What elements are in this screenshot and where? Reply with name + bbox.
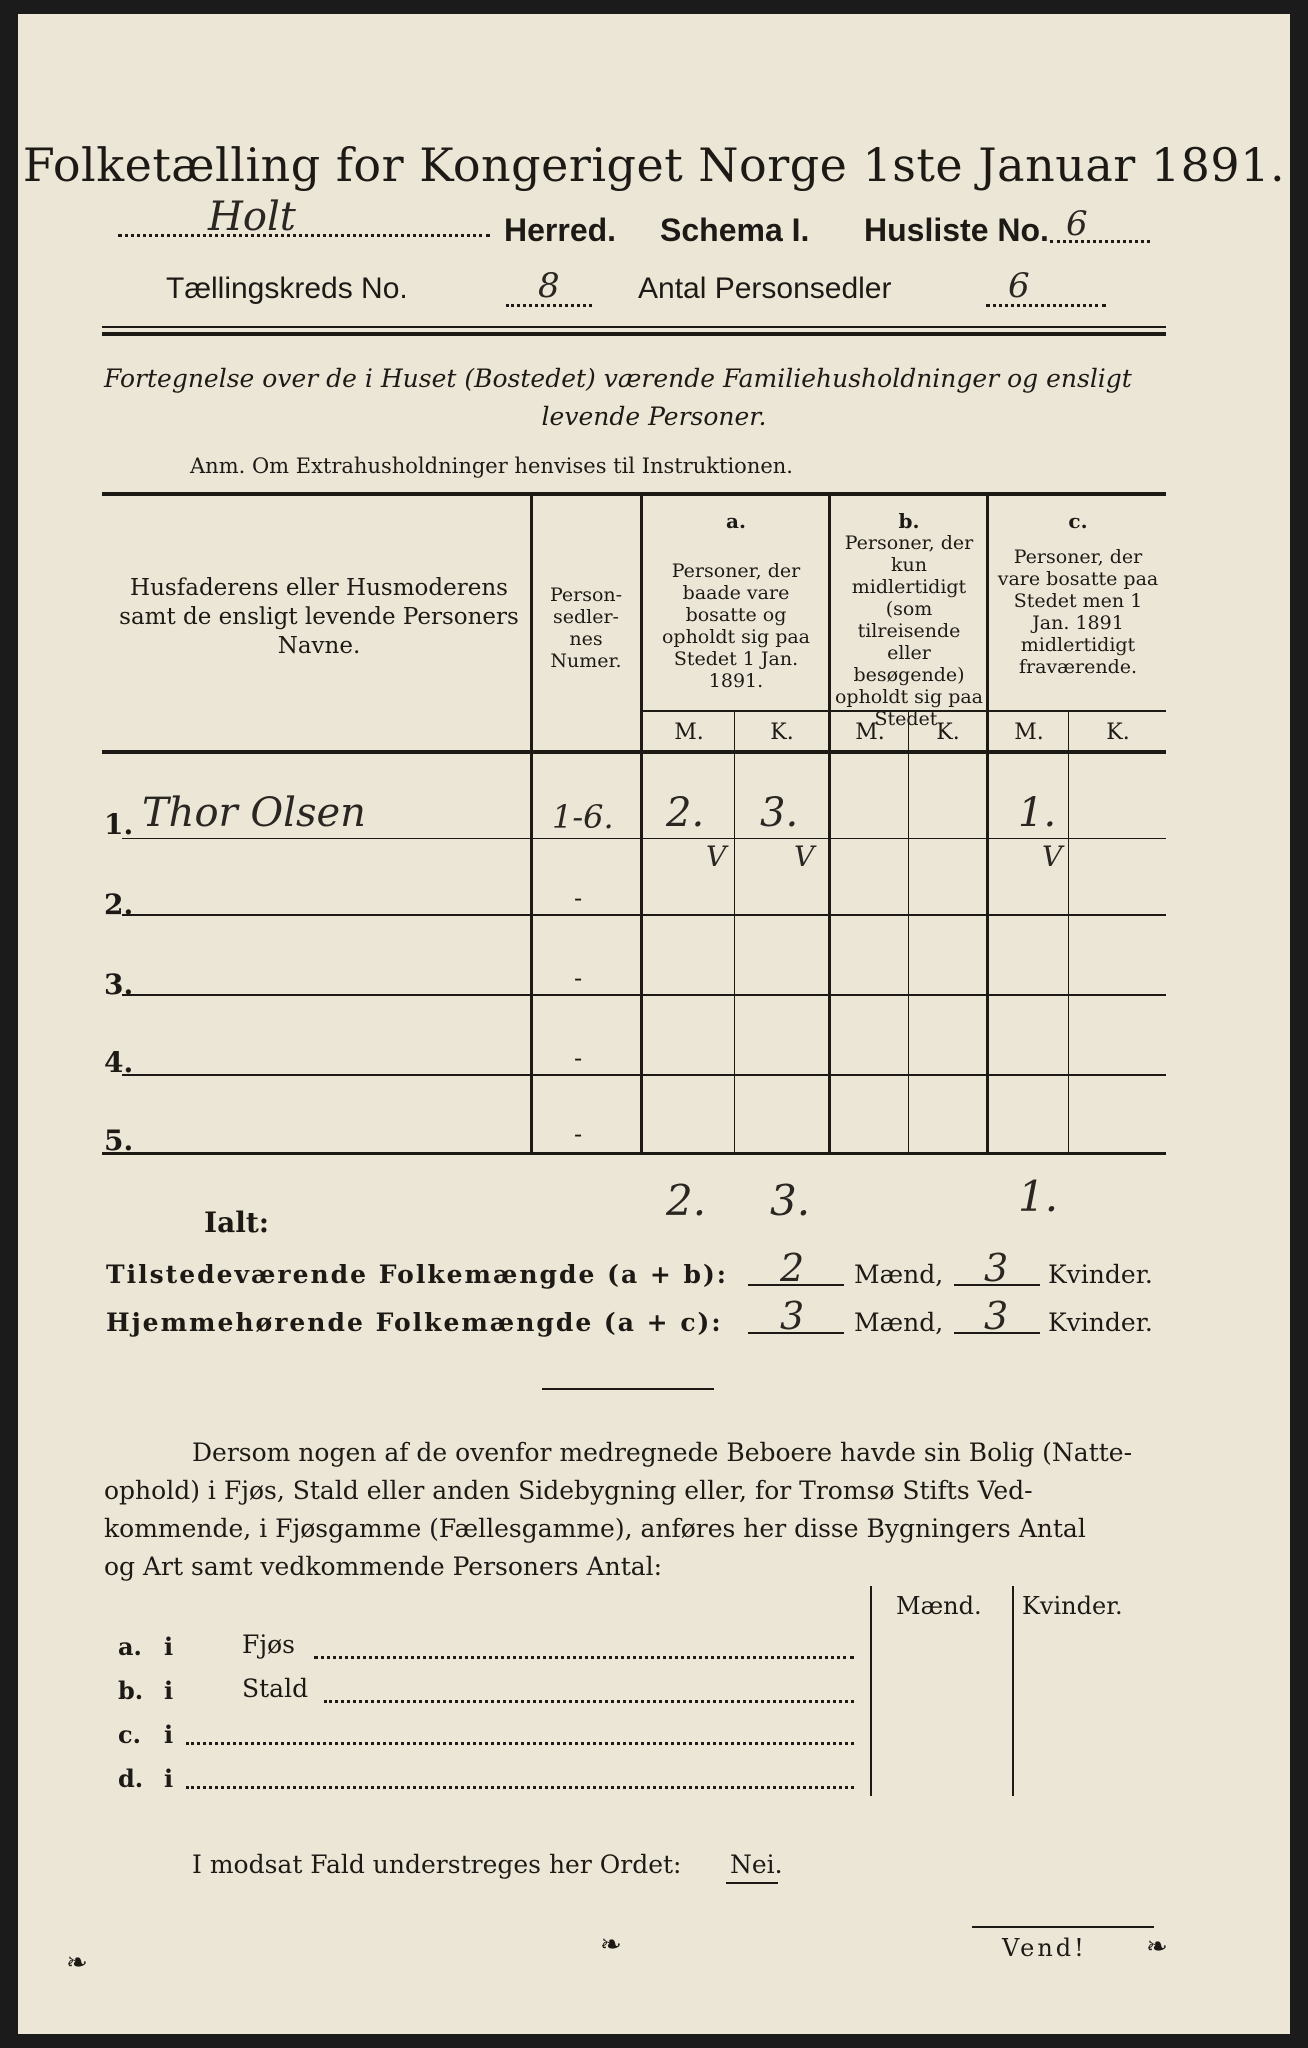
herred-label: Herred. [504,212,617,248]
lower-col-kvinder: Kvinder. [1022,1592,1123,1620]
tilstede-label: Tilstedeværende Folkemængde (a + b): [106,1260,729,1289]
header-a-letter: a. [726,509,746,533]
para-line-3: kommende, i Fjøsgamme (Fællesgamme), anføres her disse Bygningers Antal [104,1514,1086,1543]
header-names: Husfaderens eller Husmoderens samt de ensligt levende Personers Navne. [119,575,519,659]
modsat-text: I modsat Fald understreges her Ordet: [192,1850,682,1879]
personsedler-label: Antal Personsedler [638,272,892,305]
tilstede-maend: Mænd, [854,1260,944,1289]
header-c-m: M. [1014,720,1044,745]
anm-note: Anm. Om Extrahusholdninger henvises til Instruktionen. [190,454,793,478]
husliste-underline [1050,240,1150,243]
vend-rule [972,1926,1154,1928]
ialt-a-m: 2. [666,1176,707,1225]
tilstede-kvinder: Kvinder. [1048,1260,1153,1289]
section-divider [542,1388,714,1390]
row-2-number: 2. [104,888,134,921]
row-3-numer: - [574,964,583,992]
item-a-letter: a. [118,1632,142,1661]
para-line-1: Dersom nogen af de ovenfor medregnede Beboere havde sin Bolig (Natte- [192,1438,1133,1467]
header-a-text: Personer, der baade vare bosatte og opholdt sig paa Stedet 1 Jan. 1891. [661,560,811,692]
row-1-c-m: 1. [1018,790,1057,836]
item-c-dots [186,1742,854,1745]
census-form-page [18,14,1290,2034]
lower-col-line-1 [870,1586,872,1796]
tilstede-m: 2 [780,1246,805,1290]
fleuron-center-icon: ❧ [600,1930,622,1960]
fleuron-left-icon: ❧ [66,1948,88,1978]
header-c-letter: c. [1068,509,1088,533]
header-c-text: Personer, der vare bosatte paa Stedet men 1 Jan. 1891 midlertidigt fraværende. [997,546,1159,678]
row-line-4 [122,1074,1166,1076]
header-b-m: M. [855,720,885,745]
item-c-i: i [164,1720,174,1749]
row-1-number: 1. [104,808,134,841]
check-mark-a-m: V [706,840,727,873]
schema-label: Schema I. [660,212,810,248]
header-numer: Person-sedler-nes Numer. [549,584,623,672]
item-a-dots [314,1656,854,1659]
hjemme-k: 3 [984,1294,1009,1338]
personsedler-underline [986,304,1106,307]
row-3-number: 3. [104,968,134,1001]
col-line-a [640,494,643,1154]
row-1-a-k: 3. [760,790,799,836]
husliste-label: Husliste No. [864,212,1049,248]
row-4-number: 4. [104,1046,134,1079]
item-a-i: i [164,1632,174,1661]
row-5-number: 5. [104,1124,134,1157]
item-b-i: i [164,1676,174,1705]
header-a-m: M. [674,720,704,745]
ialt-a-k: 3. [770,1176,811,1225]
check-mark-c-m: V [1042,840,1063,873]
item-b-label: Stald [242,1674,309,1703]
tilstede-k: 3 [984,1246,1009,1290]
item-b-dots [324,1700,854,1703]
husliste-value: 6 [1066,204,1088,244]
ialt-c-m: 1. [1018,1172,1059,1221]
item-d-i: i [164,1764,174,1793]
personsedler-value: 6 [1008,266,1030,306]
divider-b-mk [908,710,909,1154]
lower-col-maend: Mænd. [896,1592,982,1620]
row-line-1 [122,838,1166,839]
divider-a-mk [734,710,735,1154]
row-1-name: Thor Olsen [142,790,366,836]
item-c-letter: c. [118,1720,141,1749]
row-2-numer: - [574,884,583,912]
col-line-numer [530,494,533,1154]
para-line-4: og Art samt vedkommende Personers Antal: [104,1552,663,1581]
lower-col-line-2 [1012,1586,1014,1796]
hjemme-m: 3 [780,1294,805,1338]
nei-word: Nei. [730,1850,783,1879]
ialt-label: Ialt: [204,1206,270,1239]
table-bottom-rule [102,1152,1166,1155]
item-d-dots [186,1786,854,1789]
header-a-k: K. [770,720,794,745]
header-b-text: Personer, der kun midlertidigt (som tilreisende eller besøgende) opholdt sig paa Stedet. [834,532,984,730]
header-rule-bottom [102,332,1166,336]
header-b-k: K. [936,720,960,745]
herred-value: Holt [208,194,296,240]
vend-text: Vend! [1002,1934,1087,1962]
form-title: Folketælling for Kongeriget Norge 1ste Januar 1891. [22,138,1286,192]
table-header-rule [102,750,1166,754]
header-rule-top [102,326,1166,328]
table-top-rule [102,492,1166,496]
row-1-numer: 1-6. [552,798,614,836]
nei-underline [726,1882,778,1884]
kreds-value: 8 [538,266,560,306]
hjemme-label: Hjemmehørende Folkemængde (a + c): [106,1308,723,1337]
item-d-letter: d. [118,1764,144,1793]
col-line-c [986,494,989,1154]
header-b-letter: b. [898,509,920,533]
row-1-a-m: 2. [666,790,705,836]
col-line-b [828,494,831,1154]
row-5-numer: - [574,1120,583,1148]
intro-line-2: levende Personer. [541,402,767,431]
kreds-label: Tællingskreds No. [166,272,408,305]
item-a-label: Fjøs [242,1630,295,1659]
item-b-letter: b. [118,1676,144,1705]
row-4-numer: - [574,1044,583,1072]
header-c-k: K. [1106,720,1130,745]
row-line-3 [122,994,1166,996]
check-mark-a-k: V [794,840,815,873]
herred-underline [118,234,490,237]
para-line-2: ophold) i Fjøs, Stald eller anden Sidebygning eller, for Tromsø Stifts Ved- [104,1476,1033,1505]
row-line-2 [122,914,1166,916]
intro-line-1: Fortegnelse over de i Huset (Bostedet) værende Familiehusholdninger og ensligt [104,364,1132,393]
fleuron-right-icon: ❧ [1146,1932,1168,1962]
hjemme-kvinder: Kvinder. [1048,1308,1153,1337]
hjemme-maend: Mænd, [854,1308,944,1337]
divider-c-mk [1068,710,1069,1154]
